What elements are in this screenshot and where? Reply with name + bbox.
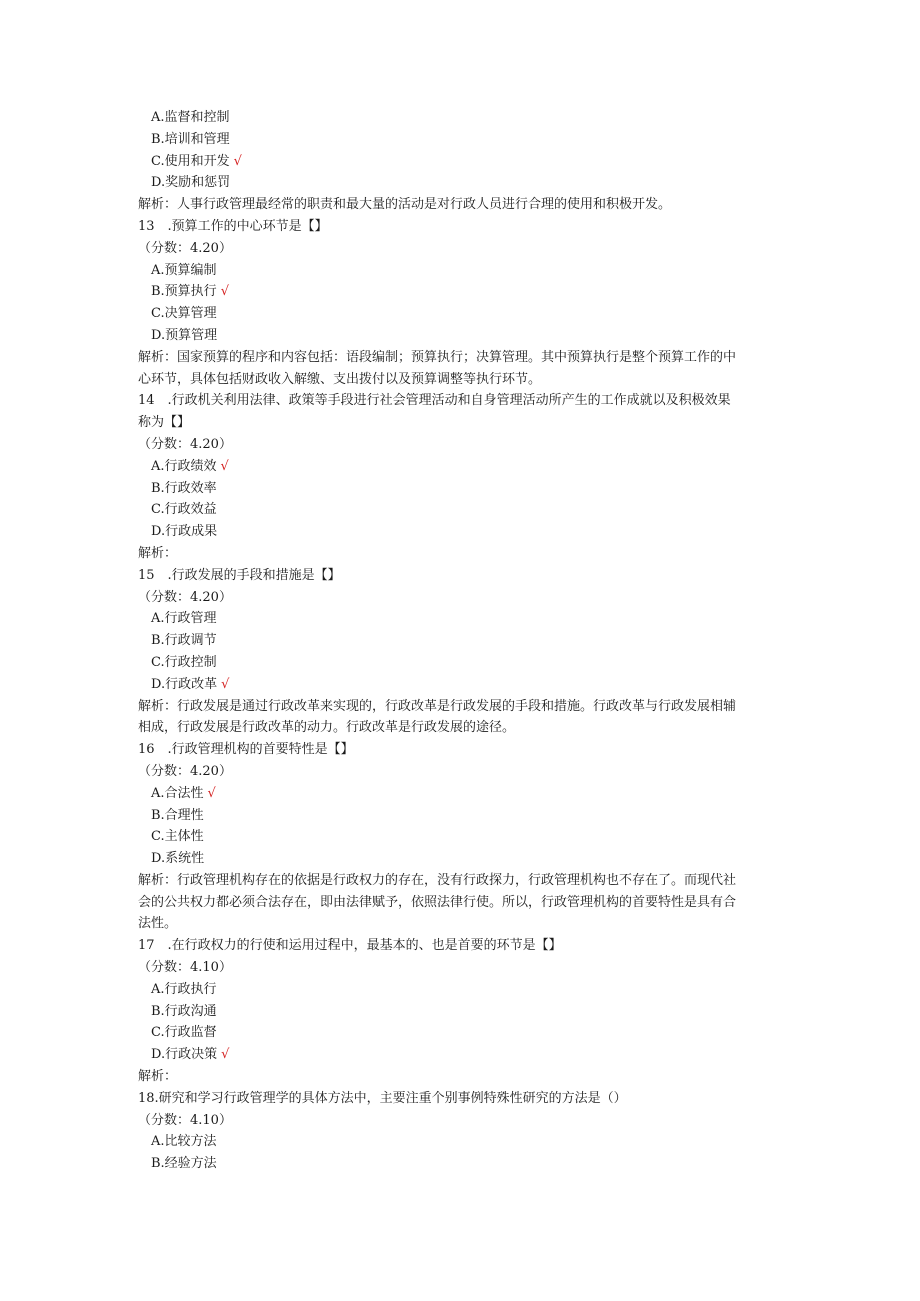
option-text: B.行政沟通: [151, 1003, 217, 1019]
answer-option: [138, 608, 788, 630]
answer-option: [138, 303, 788, 325]
answer-option: [138, 783, 788, 805]
option-text: D.行政成果: [151, 524, 218, 540]
line-text: （分数：4.20）: [138, 240, 232, 256]
line-text: （分数：4.10）: [138, 960, 232, 976]
correct-check-icon: √: [221, 676, 230, 692]
text-line: [138, 696, 788, 718]
answer-option: [138, 260, 788, 282]
option-text: C.使用和开发: [151, 153, 230, 169]
text-line: [138, 412, 788, 434]
text-line: [138, 194, 788, 216]
answer-option: [138, 129, 788, 151]
answer-option: [138, 151, 788, 173]
answer-option: [138, 521, 788, 543]
answer-option: [138, 674, 788, 696]
text-line: [138, 1088, 788, 1110]
option-text: D.行政决策: [151, 1047, 218, 1063]
answer-option: [138, 1022, 788, 1044]
answer-option: [138, 172, 788, 194]
text-line: [138, 347, 788, 369]
line-text: （分数：4.20）: [138, 589, 232, 605]
answer-option: [138, 848, 788, 870]
answer-option: [138, 1131, 788, 1153]
option-text: A.行政执行: [151, 981, 217, 997]
line-text: 15 .行政发展的手段和措施是【】: [138, 567, 341, 583]
text-line: [138, 434, 788, 456]
line-text: 解析：人事行政管理最经常的职责和最大量的活动是对行政人员进行合理的使用和积极开发。: [138, 197, 672, 213]
answer-option: [138, 499, 788, 521]
answer-option: [138, 325, 788, 347]
text-line: [138, 587, 788, 609]
text-line: [138, 238, 788, 260]
correct-check-icon: √: [207, 785, 216, 801]
answer-option: [138, 1153, 788, 1175]
line-text: 解析：行政发展是通过行政改革来实现的，行政改革是行政发展的手段和措施。行政改革与行政发展相辅: [138, 698, 737, 714]
correct-check-icon: √: [221, 1047, 230, 1063]
option-text: B.预算执行: [151, 284, 217, 300]
option-text: B.经验方法: [151, 1156, 217, 1172]
text-line: [138, 739, 788, 761]
line-text: 17 .在行政权力的行使和运用过程中，最基本的、也是首要的环节是【】: [138, 938, 562, 954]
line-text: 13 .预算工作的中心环节是【】: [138, 218, 328, 234]
option-text: C.主体性: [151, 829, 204, 845]
line-text: 称为【】: [138, 415, 191, 431]
text-line: [138, 543, 788, 565]
line-text: 解析：行政管理机构存在的依据是行政权力的存在，没有行政探力，行政管理机构也不存在了。而现代社: [138, 872, 737, 888]
option-text: C.行政监督: [151, 1025, 217, 1041]
option-text: D.系统性: [151, 851, 205, 867]
text-line: [138, 870, 788, 892]
answer-option: [138, 456, 788, 478]
option-text: A.行政绩效: [151, 458, 217, 474]
answer-option: [138, 107, 788, 129]
line-text: 18.研究和学习行政管理学的具体方法中，主要注重个别事例特殊性研究的方法是（）: [138, 1090, 627, 1106]
option-text: A.合法性: [151, 785, 204, 801]
correct-check-icon: √: [220, 284, 229, 300]
text-line: [138, 1110, 788, 1132]
line-text: 14 .行政机关利用法律、政策等手段进行社会管理活动和自身管理活动所产生的工作成就以及积极效果: [138, 393, 731, 409]
option-text: C.行政效益: [151, 502, 217, 518]
text-line: [138, 892, 788, 914]
line-text: （分数：4.20）: [138, 436, 232, 452]
text-line: [138, 1066, 788, 1088]
text-line: [138, 717, 788, 739]
text-line: [138, 565, 788, 587]
answer-option: [138, 979, 788, 1001]
line-text: 解析：国家预算的程序和内容包括：语段编制；预算执行；决算管理。其中预算执行是整个预算工作的中: [138, 349, 737, 365]
text-line: [138, 369, 788, 391]
text-line: [138, 913, 788, 935]
line-text: （分数：4.20）: [138, 763, 232, 779]
option-text: A.预算编制: [151, 262, 217, 278]
correct-check-icon: √: [233, 153, 242, 169]
answer-option: [138, 1001, 788, 1023]
option-text: A.比较方法: [151, 1134, 217, 1150]
line-text: 解析：: [138, 545, 178, 561]
text-line: [138, 761, 788, 783]
line-text: 16 .行政管理机构的首要特性是【】: [138, 742, 354, 758]
option-text: B.培训和管理: [151, 131, 230, 147]
option-text: D.奖励和惩罚: [151, 175, 231, 191]
line-text: 会的公共权力都必须合法存在，即由法律赋予，依照法律行使。所以，行政管理机构的首要特性是具有合: [138, 894, 737, 910]
line-text: 心环节，具体包括财政收入解缴、支出拨付以及预算调整等执行环节。: [138, 371, 542, 387]
answer-option: [138, 826, 788, 848]
line-text: 解析：: [138, 1069, 178, 1085]
line-text: 相成，行政发展是行政改革的动力。行政改革是行政发展的途径。: [138, 720, 516, 736]
answer-option: [138, 652, 788, 674]
text-line: [138, 390, 788, 412]
answer-option: [138, 478, 788, 500]
line-text: （分数：4.10）: [138, 1112, 232, 1128]
option-text: B.行政效率: [151, 480, 217, 496]
option-text: C.行政控制: [151, 654, 217, 670]
option-text: D.行政改革: [151, 676, 218, 692]
document-page: [138, 107, 788, 1175]
text-line: [138, 957, 788, 979]
option-text: B.合理性: [151, 807, 204, 823]
option-text: A.监督和控制: [151, 110, 230, 125]
answer-option: [138, 805, 788, 827]
option-text: D.预算管理: [151, 327, 218, 343]
line-text: 法性。: [138, 916, 178, 932]
text-line: [138, 216, 788, 238]
option-text: C.决算管理: [151, 306, 217, 322]
answer-option: [138, 281, 788, 303]
option-text: A.行政管理: [151, 611, 217, 627]
answer-option: [138, 630, 788, 652]
answer-option: [138, 1044, 788, 1066]
correct-check-icon: √: [220, 458, 229, 474]
text-line: [138, 935, 788, 957]
option-text: B.行政调节: [151, 633, 217, 649]
